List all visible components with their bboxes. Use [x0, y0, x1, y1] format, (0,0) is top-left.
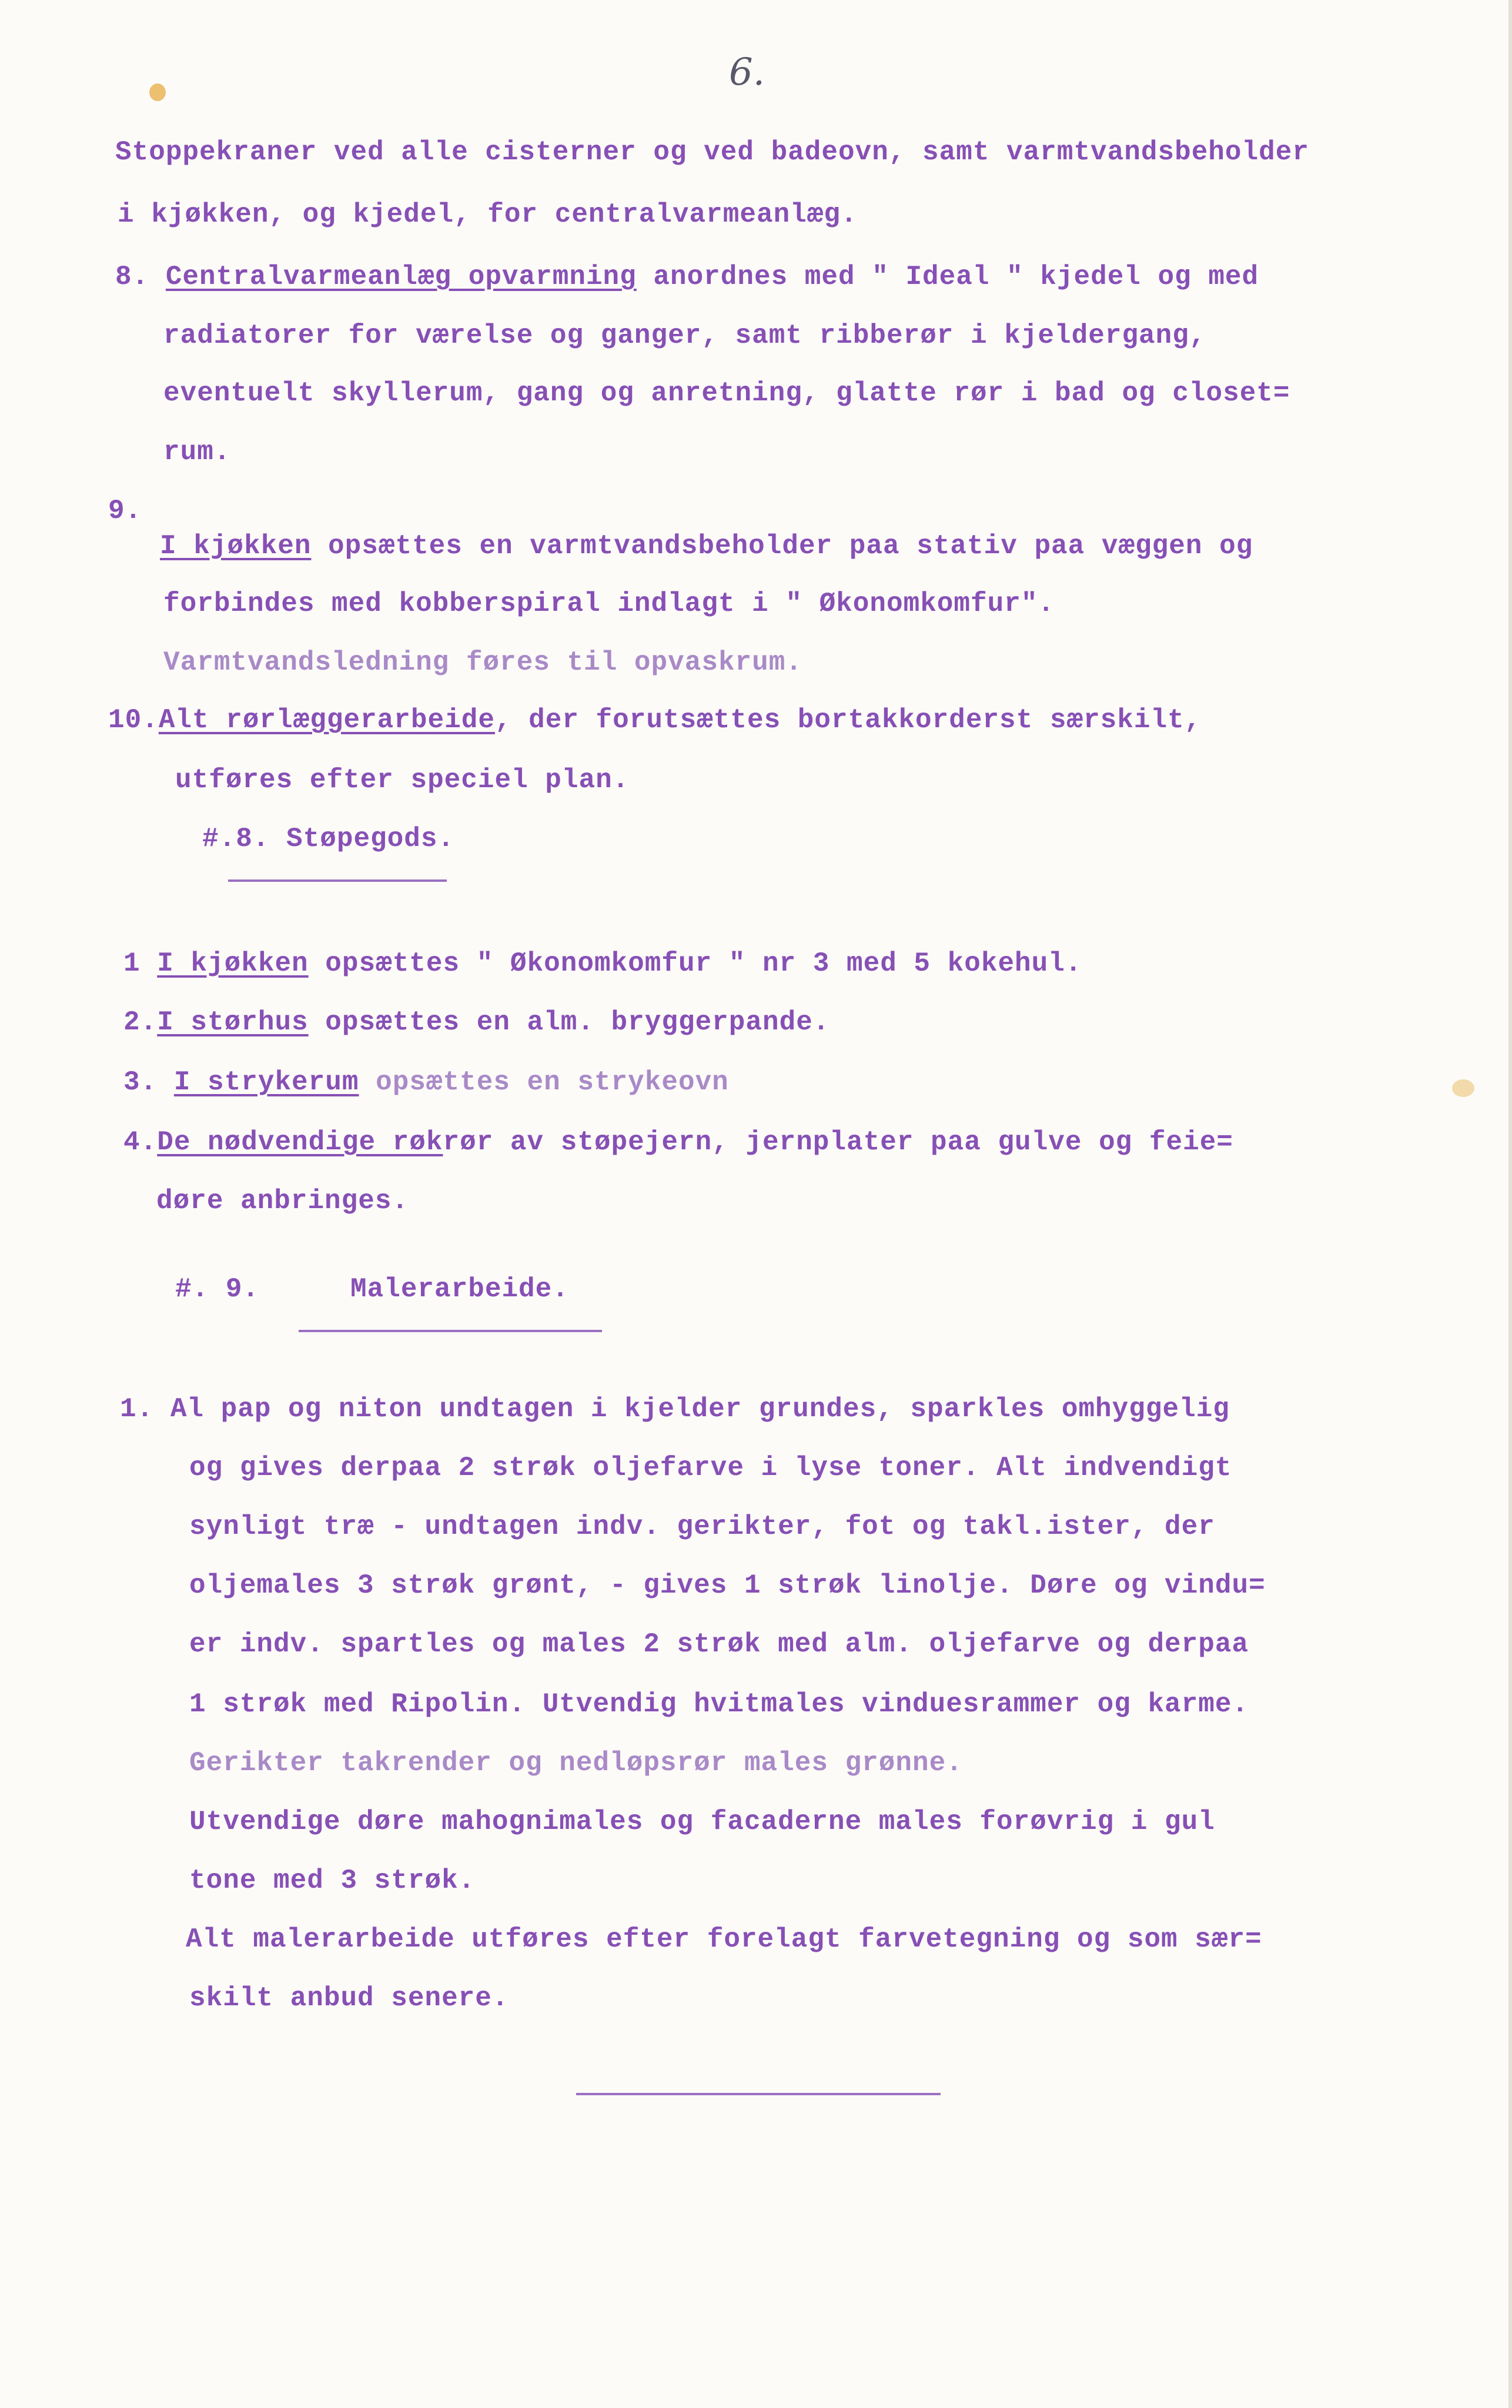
text-line: radiatorer for værelse og ganger, samt ribberør i kjeldergang,	[163, 320, 1206, 351]
text-line: oljemales 3 strøk grønt, - gives 1 strøk linolje. Døre og vindu=	[189, 1570, 1266, 1601]
item-text: opsættes en alm. bryggerpande.	[308, 1007, 830, 1038]
section-heading: #.8. Støpegods.	[202, 824, 455, 854]
text-line	[123, 950, 1082, 977]
section-underline	[299, 1330, 602, 1332]
text-line: utføres efter speciel plan.	[175, 765, 630, 795]
ink-stain	[149, 83, 166, 101]
text-line: Stoppekraner ved alle cisterner og ved badeovn, samt varmtvandsbeholder	[115, 137, 1309, 168]
text-line: eventuelt skyllerum, gang og anretning, glatte rør i bad og closet=	[163, 378, 1290, 409]
item-number: 4.	[123, 1127, 158, 1158]
item-number: 2.	[123, 1007, 158, 1038]
item-heading: Centralvarmeanlæg opvarmning	[165, 262, 637, 292]
item-text: rør av støpejern, jernplater paa gulve og feie=	[443, 1127, 1233, 1158]
text-line	[160, 533, 1253, 560]
item-number: 8.	[115, 262, 149, 292]
item-text: opsættes en strykeovn	[359, 1067, 729, 1098]
text-line: tone med 3 strøk.	[189, 1865, 476, 1896]
item-heading: I strykerum	[173, 1067, 359, 1098]
text-line	[123, 1009, 829, 1036]
item-text: , der forutsættes bortakkorderst særskilt,	[494, 705, 1202, 735]
page-edge	[1508, 0, 1512, 2408]
text-line	[115, 263, 1259, 290]
text-line	[108, 707, 1201, 734]
text-line: i kjøkken, og kjedel, for centralvarmeanlæg.	[118, 199, 858, 230]
item-number: 10.	[108, 705, 159, 735]
text-line: og gives derpaa 2 strøk oljefarve i lyse toner. Alt indvendigt	[189, 1453, 1232, 1483]
text-line: Utvendige døre mahognimales og facaderne males forøvrig i gul	[189, 1807, 1215, 1837]
item-number: 1	[123, 948, 158, 979]
text-line: Alt malerarbeide utføres efter forelagt farvetegning og som sær=	[186, 1924, 1262, 1955]
item-heading: Alt rørlæggerarbeide	[158, 705, 495, 735]
text-line: Varmtvandsledning føres til opvaskrum.	[163, 647, 802, 678]
text-line: døre anbringes.	[156, 1186, 409, 1216]
text-line	[123, 1129, 1233, 1156]
section-title: Malerarbeide.	[350, 1274, 569, 1305]
item-text: anordnes med " Ideal " kjedel og med	[636, 262, 1259, 292]
text-line: 1. Al pap og niton undtagen i kjelder grundes, sparkles omhyggelig	[120, 1394, 1230, 1424]
item-heading: De nødvendige røk	[157, 1127, 443, 1158]
ink-stain	[1452, 1079, 1474, 1097]
text-line: 1 strøk med Ripolin. Utvendig hvitmales vinduesrammer og karme.	[189, 1689, 1249, 1720]
section-number: #. 9.	[175, 1274, 260, 1305]
text-line: forbindes med kobberspiral indlagt i " Økonomkomfur".	[163, 588, 1055, 619]
section-underline	[228, 879, 447, 882]
text-line: synligt træ - undtagen indv. gerikter, fot og takl.ister, der	[189, 1511, 1215, 1542]
page-number: 6.	[729, 51, 765, 94]
item-text: opsættes en varmtvandsbeholder paa stativ paa væggen og	[311, 531, 1253, 561]
text-line	[123, 1069, 729, 1096]
item-heading: I kjøkken	[160, 531, 312, 561]
item-text: opsættes " Økonomkomfur " nr 3 med 5 kokehul.	[308, 948, 1082, 979]
text-line: Gerikter takrender og nedløpsrør males grønne.	[189, 1748, 963, 1778]
item-number: 9.	[108, 496, 142, 526]
item-heading: I størhus	[157, 1007, 309, 1038]
item-heading: I kjøkken	[157, 948, 309, 979]
text-line: skilt anbud senere.	[189, 1983, 509, 2014]
text-line: er indv. spartles og males 2 strøk med alm. oljefarve og derpaa	[189, 1629, 1249, 1660]
section-heading	[175, 1276, 259, 1303]
item-number: 3.	[123, 1067, 174, 1098]
text-line: rum.	[163, 437, 231, 467]
closing-rule	[576, 2093, 941, 2095]
